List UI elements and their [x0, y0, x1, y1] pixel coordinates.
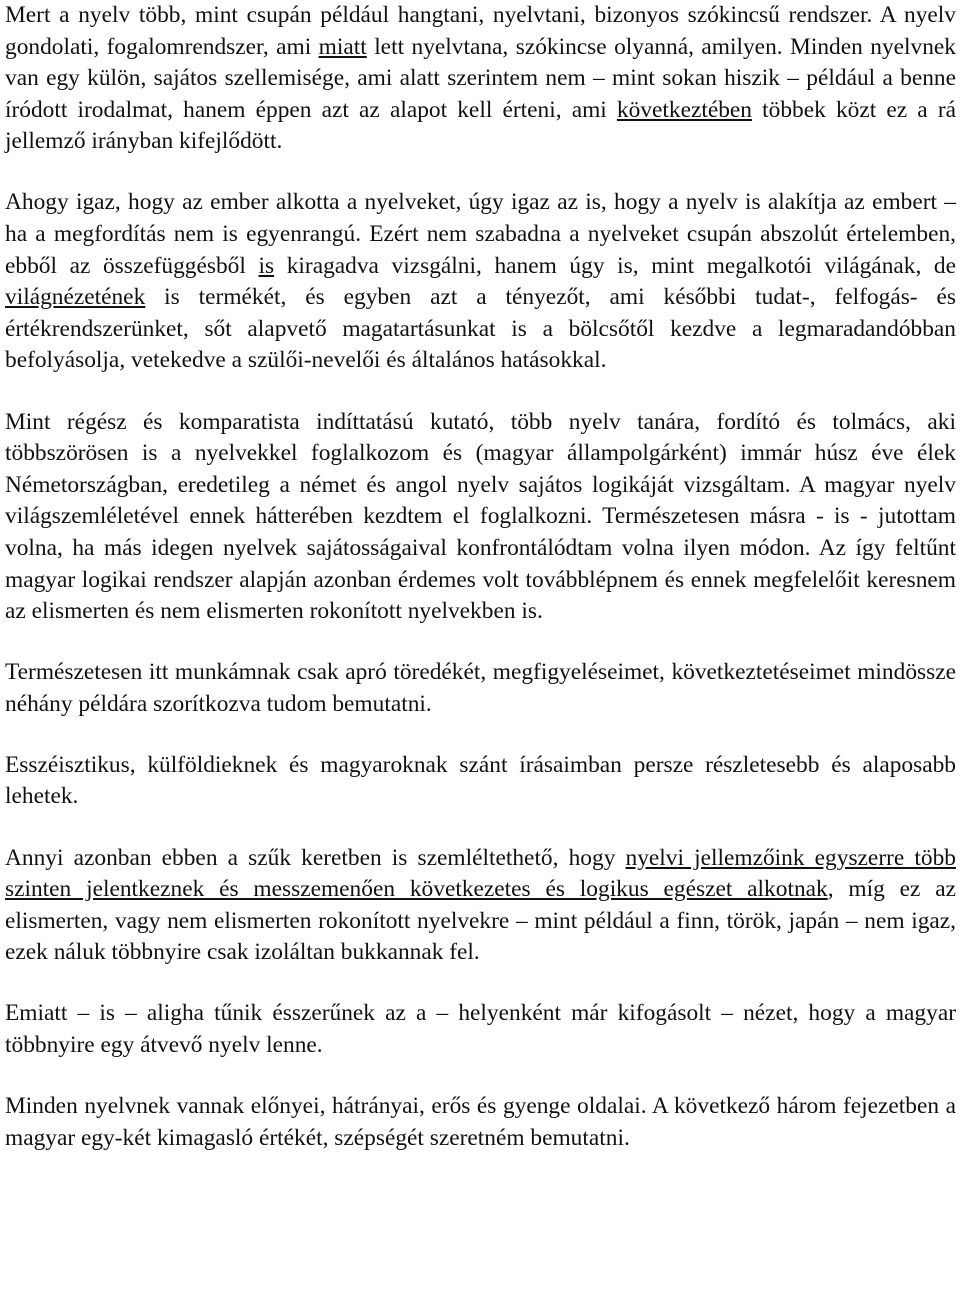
paragraph-7 — [5, 998, 956, 1061]
text-span: lett nyelvtana, szókincse olyanná, amilyen. Minden nyelvnek van egy külön, sajátos szellemisége, ami alatt szerintem nem – mint sokan hiszik – például a benne íródott irodalmat, hanem éppen azt az alapot kell érteni, ami — [5, 33, 956, 123]
paragraph-2 — [5, 187, 956, 377]
text-span: Annyi azonban ebben a szűk keretben is szemléltethető, hogy — [5, 844, 626, 871]
text-span: Ahogy igaz, hogy az ember alkotta a nyelveket, úgy igaz az is, hogy a nyelv is alakítja az embert – ha a megfordítás nem is egyenrangú. Ezért nem szabadna a nyelveket csupán abszolút értelemben, ebből az összefüggésből — [5, 189, 956, 279]
text-span: , míg ez az elismerten, vagy nem elismerten rokonított nyelvekre – mint például a finn, török, japán – nem igaz, ezek náluk többnyire csak izoláltan bukkannak fel. — [5, 876, 956, 966]
text-span: többek közt ez a rá jellemző irányban kifejlődött. — [5, 96, 956, 155]
underlined-text: is — [258, 252, 275, 279]
text-span: is termékét, és egyben azt a tényezőt, ami későbbi tudat-, felfogás- és értékrendszerünket, sőt alapvető magatartásunkat is a bölcsőtől kezdve a legmaradandóbban befolyásolja, vetekedve a szülői-nevelői és általános hatásokkal. — [5, 284, 956, 374]
text-span: Minden nyelvnek vannak előnyei, hátrányai, erős és gyenge oldalai. A következő három fejezetben a magyar egy-két kimagasló értékét, szépségét szeretném bemutatni. — [5, 1093, 956, 1151]
underlined-text: nyelvi jellemzőink egyszerre több szinten jelentkeznek és messzemenően következetes és logikus egészet alkotnak — [5, 844, 956, 903]
text-span: Mint régész és komparatista indíttatású kutató, több nyelv tanára, fordító és tolmács, aki többszörösen is a nyelvekkel foglalkozom és (magyar állampolgárként) immár húsz éve élek Németországban, eredetileg a német és angol nyelv sajátos logikáját vizsgáltam. A magyar nyelv világszemléletével ennek hátterében kezdtem el foglalkozni. Természetesen másra - is - jutottam volna, ha más idegen nyelvek sajátosságaival konfrontálódtam volna ilyen módon. Az így feltűnt magyar logikai rendszer alapján azonban érdemes volt továbblépnem és ennek megfelelőit keresnem az elismerten és nem elismerten rokonított nyelvekben is. — [5, 408, 956, 625]
paragraph-1 — [5, 0, 956, 158]
underlined-text: világnézetének — [5, 284, 146, 311]
underlined-text: miatt — [318, 33, 367, 60]
text-span: kiragadva vizsgálni, hanem úgy is, mint megalkotói világának, de — [274, 252, 957, 279]
paragraph-6 — [5, 843, 956, 969]
paragraph-5 — [5, 750, 956, 813]
paragraph-8 — [5, 1091, 956, 1154]
text-span: Mert a nyelv több, mint csupán például hangtani, nyelvtani, bizonyos szókincsű rendszer. A nyelv gondolati, fogalomrendszer, ami — [5, 2, 956, 60]
underlined-text: következtében — [616, 96, 753, 123]
paragraph-4 — [5, 657, 956, 720]
document-page — [5, 0, 956, 1154]
text-span: Természetesen itt munkámnak csak apró töredékét, megfigyeléseimet, következtetéseimet mindössze néhány példára szorítkozva tudom bemutatni. — [5, 659, 956, 717]
paragraph-3 — [5, 407, 956, 628]
text-span: Emiatt – is – aligha tűnik ésszerűnek az a – helyenként már kifogásolt – nézet, hogy a magyar többnyire egy átvevő nyelv lenne. — [5, 1000, 956, 1059]
text-span: Esszéisztikus, külföldieknek és magyaroknak szánt írásaimban persze részletesebb és alaposabb lehetek. — [5, 751, 956, 810]
